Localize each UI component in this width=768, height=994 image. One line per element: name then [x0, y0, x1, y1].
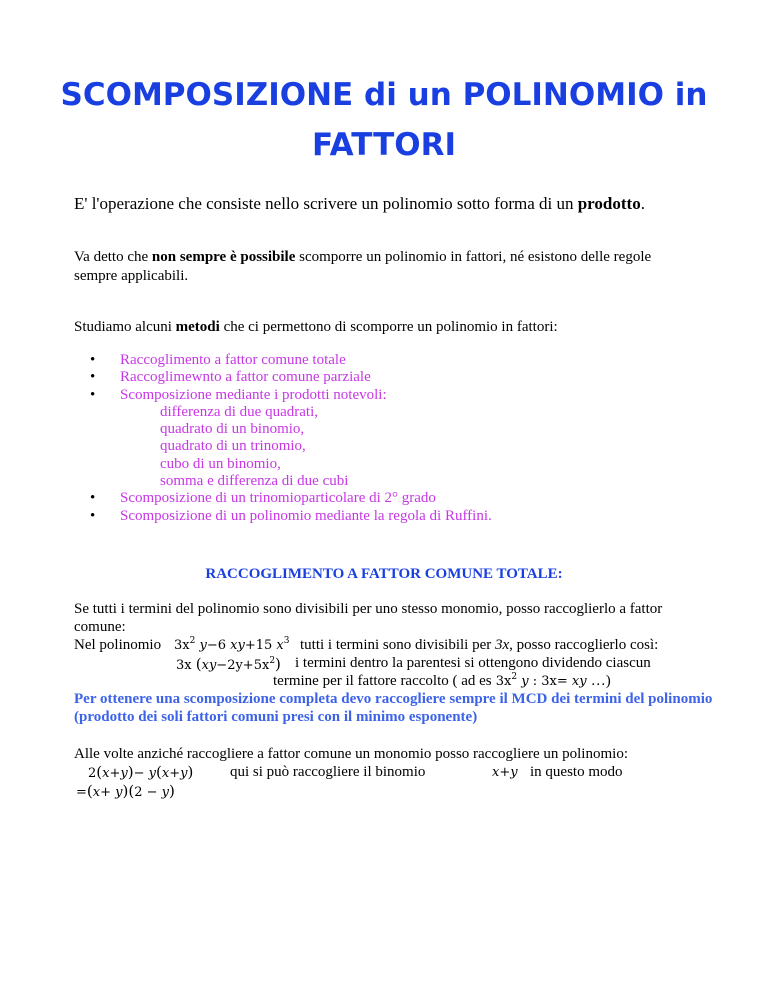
- list-item: [74, 387, 492, 404]
- section-heading: RACCOGLIMENTO A FATTOR COMUNE TOTALE:: [205, 566, 563, 582]
- factored-expression: 3x $(xy-2y+5x^2)$: [176, 655, 281, 673]
- title-line-2: FATTORI: [312, 127, 456, 163]
- binomial-expression: 2(x+y)− y(x+y): [88, 763, 194, 781]
- note-paragraph: [74, 248, 674, 286]
- tutti-text: [300, 636, 658, 654]
- list-item-label: Scomposizione mediante i prodotti notevoli:: [120, 386, 387, 403]
- qui-text: qui si può raccogliere il binomio: [230, 764, 426, 780]
- tutti-text-start: tutti i termini sono divisibili per: [300, 637, 495, 653]
- note-bold: non sempre è possibile: [151, 249, 296, 265]
- sub-list-item: cubo di un binomio,: [160, 455, 281, 472]
- mcd-rule-text: Per ottenere una scomposizione completa devo raccogliere sempre il MCD dei termini del polinomio (prodotto dei soli fattori comuni presi con il minimo esponente): [74, 691, 713, 725]
- bullet-icon: •: [90, 369, 96, 386]
- page-title: [40, 70, 728, 170]
- sub-list-item: differenza di due quadrati,: [160, 403, 318, 420]
- title-line-1: SCOMPOSIZIONE di un POLINOMIO in: [60, 77, 708, 113]
- list-item-label: Scomposizione di un trinomioparticolare di 2° grado: [120, 490, 436, 507]
- binomial-term: x+y: [492, 765, 518, 780]
- sub-list-item: quadrato di un trinomio,: [160, 438, 306, 455]
- termini-text: termine per il fattore raccolto ( ad es: [273, 673, 492, 689]
- termini-line-2: [273, 672, 611, 691]
- example-expression: $3x^2$ y : 3x= xy: [491, 672, 587, 689]
- in-questo-modo-text: in questo modo: [530, 764, 623, 780]
- tutti-italic: 3x: [495, 637, 510, 653]
- intro-text: E' l'operazione che consiste nello scrivere un polinomio sotto forma di un: [74, 194, 578, 213]
- bullet-icon: •: [90, 507, 96, 524]
- study-text-end: che ci permettono di scomporre un polinomio in fattori:: [219, 319, 558, 335]
- intro-paragraph: [74, 194, 645, 214]
- list-item: [74, 490, 492, 507]
- nel-label: Nel polinomio: [74, 637, 162, 653]
- list-item: [74, 508, 492, 525]
- alle-volte-text: Alle volte anziché raccogliere a fattor comune un monomio posso raccogliere un polinomio:: [74, 746, 628, 762]
- polynomial-expression: $3x^2$ y−6 xy+15 $x^3$: [174, 636, 290, 653]
- bullet-icon: •: [90, 352, 96, 368]
- termini-text-end: …): [590, 673, 611, 689]
- bullet-icon: •: [90, 490, 96, 507]
- list-item: [74, 369, 492, 386]
- study-text: Studiamo alcuni: [74, 319, 176, 335]
- study-bold: metodi: [175, 319, 220, 335]
- methods-list: [74, 352, 492, 525]
- intro-bold: prodotto: [577, 194, 641, 213]
- list-item-label: Raccoglimewnto a fattor comune parziale: [120, 369, 371, 386]
- note-text-end: scomporre un polinomio in fattori, né esistono delle regole sempre applicabili.: [74, 249, 652, 284]
- study-paragraph: [74, 318, 558, 337]
- intro-text-end: .: [640, 194, 645, 213]
- termini-line-1: i termini dentro la parentesi si ottengono dividendo ciascun: [295, 655, 651, 671]
- sub-list-item: quadrato di un binomio,: [160, 421, 305, 438]
- list-item: [74, 352, 492, 369]
- section-line-2: comune:: [74, 619, 126, 635]
- bullet-icon: •: [90, 386, 96, 403]
- result-expression: =(x+ y)(2 − y): [76, 782, 175, 800]
- sub-list-item: somma e differenza di due cubi: [160, 473, 349, 490]
- tutti-text-end: , posso raccoglierlo così:: [509, 637, 659, 653]
- list-item-label: Scomposizione di un polinomio mediante la regola di Ruffini.: [120, 507, 492, 524]
- note-text: Va detto che: [74, 249, 152, 265]
- list-item-label: Raccoglimento a fattor comune totale: [120, 352, 346, 368]
- section-line-1: Se tutti i termini del polinomio sono divisibili per uno stesso monomio, posso raccoglierlo a fattor: [74, 601, 663, 617]
